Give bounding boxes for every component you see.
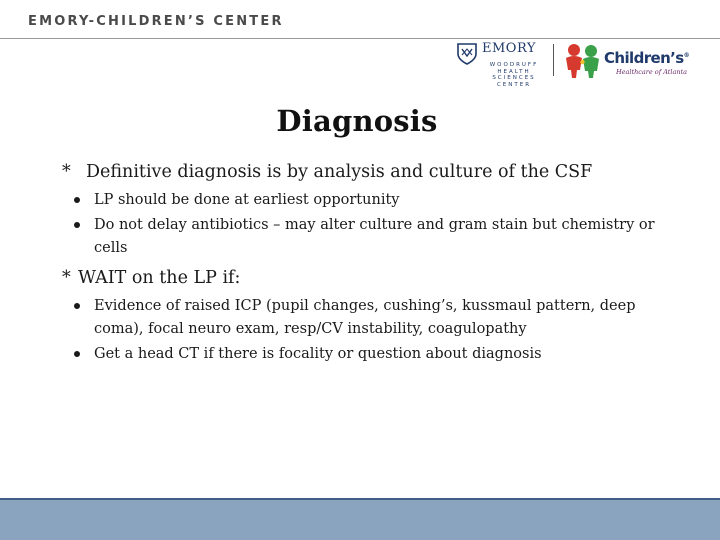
emory-shield-icon — [456, 42, 478, 66]
asterisk-marker: * — [62, 268, 71, 288]
registered-mark: ® — [683, 52, 689, 59]
main-point-text: WAIT on the LP if: — [78, 268, 241, 288]
sub-point-list — [62, 295, 682, 366]
emory-logo — [456, 40, 552, 92]
list-item — [62, 214, 682, 260]
main-point-heading — [62, 266, 682, 290]
bullet-icon — [74, 303, 80, 309]
emory-subtitle-line: CENTER — [496, 81, 532, 88]
bullet-icon — [74, 197, 80, 203]
emory-subtitle-line: SCIENCES — [492, 75, 536, 82]
emory-subtitle-line: HEALTH — [497, 68, 531, 75]
emory-wordmark: EMORY — [482, 41, 536, 56]
childrens-kids-icon — [562, 42, 604, 80]
list-item — [62, 295, 682, 341]
emory-subtitle — [484, 62, 544, 88]
childrens-subtitle: Healthcare of Atlanta — [616, 68, 688, 76]
emory-subtitle-line: WOODRUFF — [489, 62, 539, 68]
slide-content — [62, 160, 682, 368]
main-point-text: Definitive diagnosis is by analysis and culture of the CSF — [86, 162, 593, 182]
org-header-title: EMORY-CHILDREN’S CENTER — [28, 14, 284, 29]
header-divider — [0, 38, 720, 39]
list-item-text: LP should be done at earliest opportunity — [94, 192, 400, 208]
main-point — [62, 160, 682, 260]
bullet-icon — [74, 222, 80, 228]
list-item — [62, 189, 682, 212]
logo-divider — [553, 44, 554, 76]
sub-point-list — [62, 189, 682, 260]
main-point — [62, 266, 682, 366]
asterisk-marker: * — [62, 162, 71, 182]
main-point-heading — [62, 160, 682, 184]
bullet-icon — [74, 351, 80, 357]
slide-title: Diagnosis — [276, 104, 438, 138]
childrens-wordmark: Children’s® — [604, 49, 689, 67]
list-item-text: Evidence of raised ICP (pupil changes, cushing’s, kussmaul pattern, deep coma), focal neuro exam, resp/CV instability, coagulopathy — [94, 298, 636, 337]
footer-bar — [0, 498, 720, 540]
list-item — [62, 343, 682, 366]
list-item-text: Get a head CT if there is focality or question about diagnosis — [94, 346, 542, 362]
list-item-text: Do not delay antibiotics – may alter culture and gram stain but chemistry or cells — [94, 217, 655, 256]
